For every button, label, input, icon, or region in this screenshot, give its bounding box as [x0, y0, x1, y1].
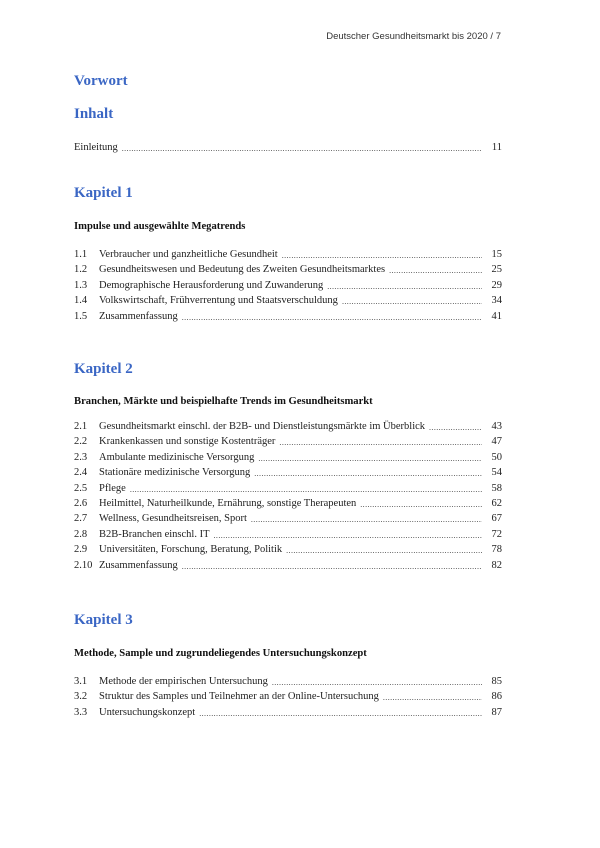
- toc-entry-page: 82: [491, 559, 502, 571]
- kapitel-2-subtitle: Branchen, Märkte und beispielhafte Trends im Gesundheitsmarkt: [74, 396, 373, 407]
- toc-entry-number: 2.6: [74, 497, 88, 509]
- toc-entry-title: Heilmittel, Naturheilkunde, Ernährung, sonstige Therapeuten: [99, 497, 357, 509]
- running-head: Deutscher Gesundheitsmarkt bis 2020 / 7: [326, 31, 501, 42]
- toc-entry-page: 43: [491, 421, 502, 432]
- toc-dot-leader: [251, 514, 482, 526]
- toc-entry: [74, 544, 502, 559]
- toc-entry: [74, 311, 502, 326]
- toc-entry-page: 29: [491, 279, 502, 291]
- toc-entry-title: Universitäten, Forschung, Beratung, Politik: [99, 544, 283, 556]
- toc-entry-title: Volkswirtschaft, Frühverrentung und Staatsverschuldung: [99, 295, 338, 307]
- toc-dot-leader: [182, 561, 482, 573]
- toc-entry: [74, 560, 502, 575]
- toc-entry-page: 78: [491, 544, 502, 556]
- toc-entry-title: Struktur des Samples und Teilnehmer an der Online-Untersuchung: [99, 691, 379, 703]
- toc-entry: [74, 280, 502, 295]
- toc-entry-title: Demographische Herausforderung und Zuwanderung: [99, 279, 324, 291]
- toc-entry-number: 3.2: [74, 691, 88, 703]
- toc-dot-leader: [199, 708, 482, 720]
- toc-dot-leader: [214, 530, 482, 542]
- toc-entry-number: 2.7: [74, 513, 88, 525]
- toc-entry-page: 25: [491, 264, 502, 276]
- toc-dot-leader: [282, 250, 482, 262]
- toc-entry-page: 15: [491, 249, 502, 260]
- toc-entry-title: Krankenkassen und sonstige Kostenträger: [99, 436, 276, 448]
- toc-entry: [74, 264, 502, 279]
- toc-dot-leader: [254, 468, 482, 480]
- toc-entry-title: Gesundheitswesen und Bedeutung des Zweiten Gesundheitsmarktes: [99, 264, 386, 276]
- toc-entry-title: Zusammenfassung: [99, 310, 178, 322]
- toc-kapitel-2: [74, 421, 502, 575]
- toc-entry-number: 3.3: [74, 706, 88, 718]
- toc-entry-page: 41: [491, 310, 502, 322]
- toc-entry-number: 1.2: [74, 264, 88, 276]
- toc-entry-number: 1.4: [74, 295, 88, 307]
- toc-entry-number: 2.8: [74, 528, 88, 540]
- heading-inhalt: Inhalt: [74, 106, 114, 122]
- toc-dot-leader: [286, 545, 482, 557]
- toc-entry: [74, 295, 502, 310]
- toc-entry-page: 72: [491, 528, 502, 540]
- kapitel-1-subtitle: Impulse und ausgewählte Megatrends: [74, 221, 246, 232]
- toc-entry-page: 50: [491, 451, 502, 463]
- toc-entry-page: 34: [491, 295, 502, 307]
- toc-entry: [74, 436, 502, 451]
- toc-entry-title: Einleitung: [74, 142, 118, 153]
- toc-entry: [74, 421, 502, 436]
- toc-dot-leader: [327, 281, 482, 293]
- heading-kapitel-1: Kapitel 1: [74, 185, 133, 201]
- toc-entry-title: Stationäre medizinische Versorgung: [99, 467, 251, 479]
- toc-entry: [74, 529, 502, 544]
- toc-dot-leader: [389, 265, 482, 277]
- toc-entry-title: Zusammenfassung: [99, 559, 178, 571]
- toc-entry-page: 47: [491, 436, 502, 448]
- kapitel-3-subtitle: Methode, Sample und zugrundeliegendes Untersuchungskonzept: [74, 648, 367, 659]
- toc-entry: [74, 691, 502, 706]
- toc-entry-page: 87: [491, 706, 502, 718]
- toc-entry: [74, 483, 502, 498]
- toc-entry-page: 11: [491, 142, 502, 153]
- toc-entry-number: 2.10: [74, 559, 93, 571]
- toc-einleitung: [74, 142, 502, 157]
- toc-entry-title: Verbraucher und ganzheitliche Gesundheit: [99, 249, 278, 260]
- toc-entry-number: 3.1: [74, 676, 88, 687]
- toc-entry-title: Pflege: [99, 482, 126, 494]
- toc-dot-leader: [272, 677, 482, 689]
- toc-entry-page: 67: [491, 513, 502, 525]
- toc-entry: [74, 513, 502, 528]
- toc-entry: [74, 452, 502, 467]
- heading-kapitel-2: Kapitel 2: [74, 361, 133, 377]
- toc-entry: [74, 142, 502, 157]
- toc-entry-page: 62: [491, 497, 502, 509]
- toc-entry-number: 2.5: [74, 482, 88, 494]
- toc-entry: [74, 467, 502, 482]
- toc-entry-number: 2.3: [74, 451, 88, 463]
- toc-entry-number: 2.1: [74, 421, 88, 432]
- toc-entry: [74, 707, 502, 722]
- toc-dot-leader: [360, 499, 482, 511]
- toc-dot-leader: [122, 143, 482, 155]
- toc-dot-leader: [342, 296, 482, 308]
- toc-entry-number: 1.3: [74, 279, 88, 291]
- toc-entry-title: Gesundheitsmarkt einschl. der B2B- und Dienstleistungsmärkte im Überblick: [99, 421, 426, 432]
- toc-dot-leader: [130, 484, 482, 496]
- toc-entry: [74, 498, 502, 513]
- toc-entry-page: 54: [491, 467, 502, 479]
- toc-entry-number: 2.2: [74, 436, 88, 448]
- toc-dot-leader: [182, 312, 482, 324]
- toc-dot-leader: [429, 422, 482, 434]
- heading-kapitel-3: Kapitel 3: [74, 612, 133, 628]
- toc-entry-number: 1.1: [74, 249, 88, 260]
- toc-entry-page: 86: [491, 691, 502, 703]
- toc-entry-number: 2.4: [74, 467, 88, 479]
- toc-entry-title: B2B-Branchen einschl. IT: [99, 528, 210, 540]
- toc-dot-leader: [279, 437, 482, 449]
- heading-vorwort: Vorwort: [74, 73, 128, 89]
- toc-entry-title: Ambulante medizinische Versorgung: [99, 451, 255, 463]
- toc-entry-number: 1.5: [74, 310, 88, 322]
- toc-kapitel-1: [74, 249, 502, 326]
- toc-entry-title: Untersuchungskonzept: [99, 706, 196, 718]
- toc-entry-title: Wellness, Gesundheitsreisen, Sport: [99, 513, 247, 525]
- toc-entry-title: Methode der empirischen Untersuchung: [99, 676, 268, 687]
- toc-dot-leader: [258, 453, 482, 465]
- toc-entry-number: 2.9: [74, 544, 88, 556]
- toc-entry-page: 85: [491, 676, 502, 687]
- toc-entry-page: 58: [491, 482, 502, 494]
- toc-entry: [74, 676, 502, 691]
- toc-entry: [74, 249, 502, 264]
- toc-kapitel-3: [74, 676, 502, 722]
- toc-dot-leader: [383, 692, 482, 704]
